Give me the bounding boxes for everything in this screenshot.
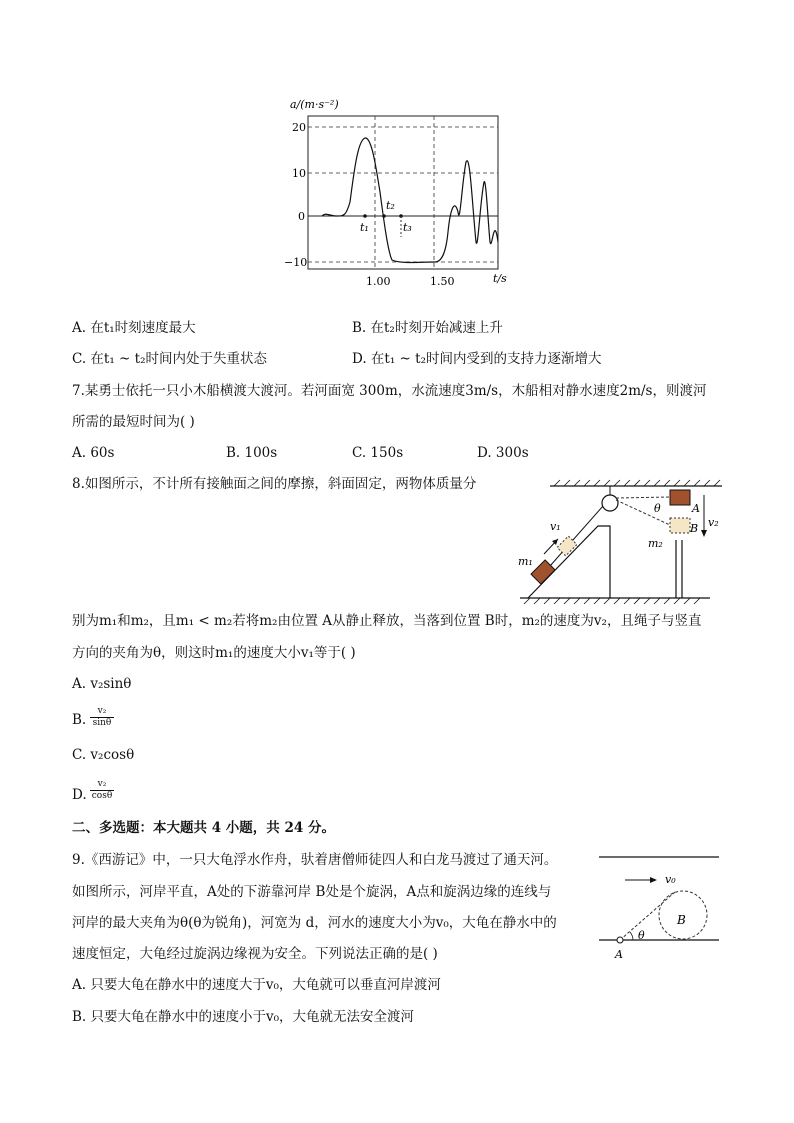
y-tick-20: 20 (292, 121, 306, 134)
label-A: A (615, 948, 623, 961)
y-tick-0: 0 (298, 210, 305, 223)
river-vortex-figure (595, 850, 725, 965)
label-m1: m₁ (518, 555, 533, 568)
label-A: A (692, 502, 700, 515)
q9-option-a: A. 只要大龟在静水中的速度大于v₀，大龟就可以垂直河岸渡河 (72, 977, 441, 993)
q8-stem-line2: 别为m₁和m₂，且m₁ < m₂若将m₂由位置 A从静止释放，当落到位置 B时，m₂的速度为v₂，且绳子与竖直 (72, 613, 702, 629)
q7-stem-line2: 所需的最短时间为( ) (72, 414, 195, 430)
q7-option-c: C. 150s (352, 445, 404, 461)
label-theta: θ (654, 502, 661, 515)
q8-option-d-numerator: v₂ (97, 779, 107, 789)
q6-option-d: D. 在t₁ ~ t₂时间内受到的支持力逐渐增大 (352, 351, 602, 367)
section-heading: 二、多选题：本大题共 4 小题，共 24 分。 (72, 820, 335, 836)
point-label-t2: t₂ (386, 199, 395, 212)
label-B: B (690, 522, 699, 535)
label-m2: m₂ (648, 537, 663, 550)
q9-stem-line2: 如图所示，河岸平直，A处的下游靠河岸 B处是个旋涡，A点和旋涡边缘的连线与 (72, 884, 552, 900)
q9-stem-line1: 9.《西游记》中，一只大龟浮水作舟，驮着唐僧师徒四人和白龙马渡过了通天河。 (72, 852, 558, 868)
q7-stem-line1: 7.某勇士依托一只小木船横渡大渡河。若河面宽 300m，水流速度3m/s，木船相对静水速度2m/s，则渡河 (72, 383, 707, 399)
q8-stem-line1: 8.如图所示，不计所有接触面之间的摩擦，斜面固定，两物体质量分 (72, 476, 477, 492)
q8-option-b-label: B. (72, 712, 87, 728)
x-tick-2: 1.50 (430, 275, 455, 288)
x-axis-label: t/s (493, 272, 507, 285)
q8-option-b-denominator: sinθ (90, 717, 114, 729)
q6-option-b: B. 在t₂时刻开始减速上升 (352, 320, 503, 336)
q9-option-b: B. 只要大龟在静水中的速度小于v₀，大龟就无法安全渡河 (72, 1009, 415, 1025)
point-label-t3: t₃ (403, 221, 412, 234)
q9-stem-line4: 速度恒定，大龟经过旋涡边缘视为安全。下列说法正确的是( ) (72, 946, 438, 962)
y-tick-10: 10 (292, 167, 306, 180)
q8-option-a: A. v₂sinθ (72, 676, 132, 692)
q8-option-c: C. v₂cosθ (72, 747, 135, 763)
pulley-incline-figure (510, 470, 725, 610)
q7-option-b: B. 100s (226, 445, 278, 461)
q8-stem-line3: 方向的夹角为θ，则这时m₁的速度大小v₁等于( ) (72, 645, 356, 661)
q8-option-d-fraction (90, 779, 114, 802)
q6-option-c: C. 在t₁ ~ t₂时间内处于失重状态 (72, 351, 267, 367)
point-label-t1: t₁ (360, 221, 369, 234)
label-v1: v₁ (550, 520, 561, 533)
q8-option-b-fraction (90, 706, 114, 729)
q8-option-b-numerator: v₂ (97, 706, 107, 716)
x-tick-1: 1.00 (366, 275, 391, 288)
q6-option-a: A. 在t₁时刻速度最大 (72, 320, 196, 336)
y-axis-label: a/(m·s⁻²) (290, 98, 339, 111)
acceleration-time-graph (280, 92, 520, 292)
label-v2: v₂ (708, 516, 719, 529)
q8-option-d-label: D. (72, 787, 87, 803)
q9-stem-line3: 河岸的最大夹角为θ(θ为锐角)，河宽为 d，河水的速度大小为v₀，大龟在静水中的 (72, 915, 557, 931)
label-theta: θ (638, 929, 645, 942)
label-v0: v₀ (665, 873, 676, 886)
y-tick-neg10: −10 (284, 256, 308, 269)
q8-option-d-denominator: cosθ (91, 791, 113, 801)
q7-option-a: A. 60s (72, 445, 115, 461)
q7-option-d: D. 300s (477, 445, 529, 461)
label-B: B (677, 913, 686, 927)
